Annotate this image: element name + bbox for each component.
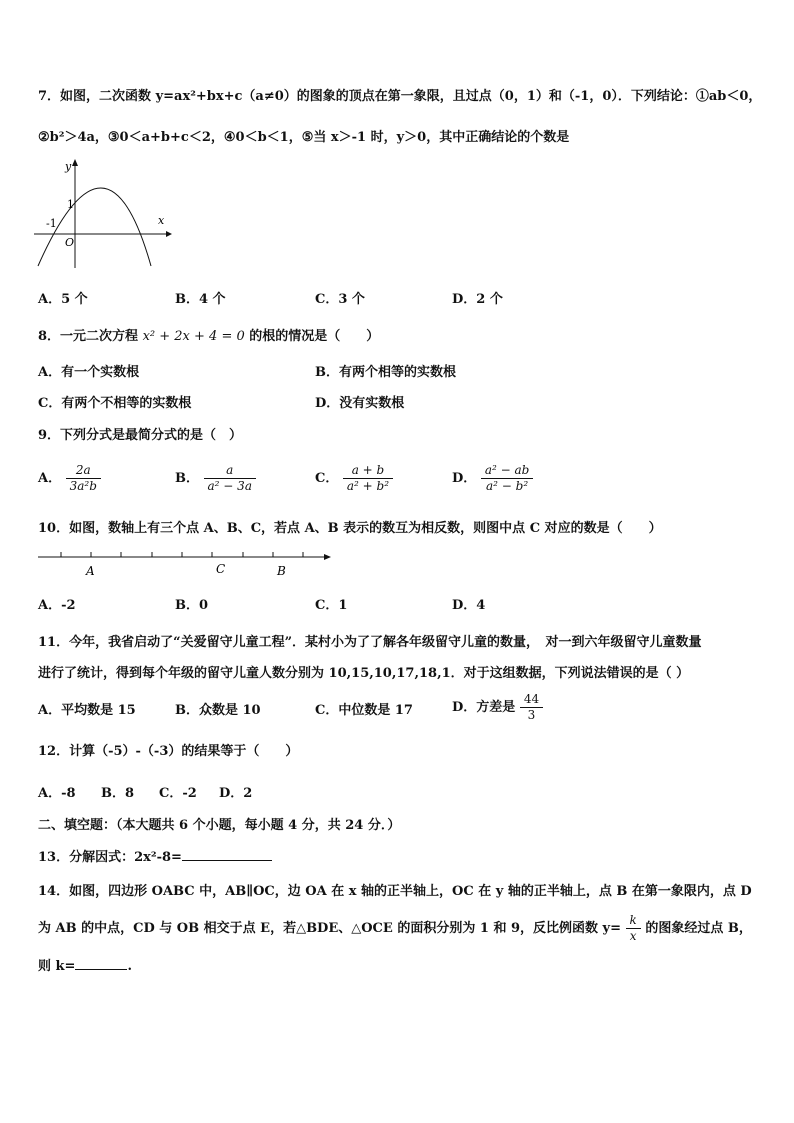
q10-ticks [61, 552, 303, 557]
q8-prefix: 8．一元二次方程 [38, 329, 139, 344]
q11-option-d-fraction [520, 692, 543, 723]
q8-option-b: B．有两个相等的实数根 [315, 365, 456, 380]
q11-option-b: B．众数是 10 [175, 703, 261, 718]
q14-stem-line3 [38, 957, 132, 976]
q12-stem: 12．计算（-5）-（-3）的结果等于（ ） [38, 744, 299, 759]
q10-option-d: D．4 [452, 598, 486, 613]
q12-option-a: A．-8 [38, 786, 76, 801]
q10-point-a-label: A [86, 564, 95, 578]
q9-option-b-denominator: a² − 3a [207, 479, 252, 493]
q10-option-c: C．1 [315, 598, 348, 613]
q13-text: 13．分解因式：2x²-8= [38, 850, 182, 865]
q11-option-c: C．中位数是 17 [315, 703, 413, 718]
q9-option-c-fraction [343, 463, 393, 494]
q9-option-d-letter: D． [452, 471, 477, 486]
q11-option-d-prefix: D．方差是 [452, 700, 516, 715]
q14-line2-prefix: 为 AB 的中点，CD 与 OB 相交于点 E，若△BDE、△OCE 的面积分别为 1 和 9，反比例函数 y= [38, 921, 621, 936]
q9-option-b-fraction [204, 463, 256, 494]
q9-option-a-denominator: 3a²b [69, 479, 97, 493]
section2-heading: 二、填空题：（本大题共 6 个小题，每小题 4 分，共 24 分．） [38, 818, 401, 833]
q10-axis-arrow [324, 554, 331, 560]
q11-option-a: A．平均数是 15 [38, 703, 136, 718]
q11-stem-line1: 11．今年，我省启动了“关爱留守儿童工程”．某村小为了了解各年级留守儿童的数量， 对一到六年级留守儿童数量 [38, 635, 702, 650]
q7-y-label: y [65, 160, 72, 173]
q7-x-arrow [166, 231, 172, 237]
q9-option-d-numerator: a² − ab [481, 463, 533, 479]
q12-option-c: C．-2 [159, 786, 197, 801]
q9-option-a-fraction [66, 463, 101, 494]
q10-point-c-label: C [216, 562, 226, 576]
q11-option-d-numerator: 44 [520, 692, 543, 708]
q14-line3-end: . [127, 959, 132, 974]
q9-option-a [38, 463, 101, 494]
q14-line3-text: 则 k= [38, 959, 76, 974]
q14-line2-suffix: 的图象经过点 B， [645, 921, 752, 936]
q9-option-c-denominator: a² + b² [346, 479, 390, 493]
q10-stem: 10．如图，数轴上有三个点 A、B、C，若点 A、B 表示的数互为相反数，则图中点 C 对应的数是（ ） [38, 521, 662, 536]
q7-origin-label: O [65, 236, 75, 249]
q7-stem-line2: ②b²＞4a，③0＜a+b+c＜2，④0＜b＜1，⑤当 x＞-1 时，y＞0，其中正确结论的个数是 [38, 130, 570, 145]
q14-fraction [626, 913, 641, 944]
q7-tick-1: 1 [67, 198, 74, 211]
q8-option-c: C．有两个不相等的实数根 [38, 396, 192, 411]
q9-option-c-letter: C． [315, 471, 339, 486]
q13-stem [38, 848, 272, 867]
q7-parabola-graph [34, 156, 174, 271]
q11-option-d [452, 692, 543, 723]
q8-stem [38, 328, 379, 346]
q14-answer-blank[interactable] [75, 957, 127, 970]
q14-stem-line1: 14．如图，四边形 OABC 中，AB∥OC，边 OA 在 x 轴的正半轴上，OC 在 y 轴的正半轴上，点 B 在第一象限内，点 D [38, 884, 752, 899]
q10-option-b: B．0 [175, 598, 209, 613]
q7-x-label: x [158, 214, 165, 227]
q7-stem-line1: 7．如图，二次函数 y=ax²+bx+c（a≠0）的图象的顶点在第一象限，且过点（0，1）和（-1，0）．下列结论：①ab＜0， [38, 89, 762, 104]
q7-tick-neg1: -1 [46, 217, 57, 230]
q8-suffix: 的根的情况是（ ） [249, 329, 380, 344]
q14-fraction-numerator: k [626, 913, 641, 929]
q14-fraction-denominator: x [629, 929, 637, 943]
q8-equation: x² + 2x + 4 = 0 [142, 329, 245, 344]
q14-stem-line2 [38, 913, 752, 944]
q11-stem-line2: 进行了统计，得到每个年级的留守儿童人数分别为 10,15,10,17,18,1．对于这组数据，下列说法错误的是（ ） [38, 666, 690, 681]
q8-option-d: D．没有实数根 [315, 396, 405, 411]
q7-option-b: B．4 个 [175, 292, 226, 307]
q9-option-d-fraction [481, 463, 533, 494]
q10-number-line [36, 546, 334, 580]
q12-option-b: B．8 [101, 786, 135, 801]
q10-point-b-label: B [277, 564, 286, 578]
q7-option-a: A．5 个 [38, 292, 88, 307]
q9-stem: 9．下列分式是最简分式的是（ ） [38, 428, 243, 443]
q13-answer-blank[interactable] [182, 848, 272, 861]
q9-option-b-numerator: a [204, 463, 256, 479]
q9-option-d-denominator: a² − b² [485, 479, 529, 493]
q9-option-a-letter: A． [38, 471, 62, 486]
q11-option-d-denominator: 3 [527, 708, 536, 722]
q9-option-c-numerator: a + b [343, 463, 393, 479]
q9-option-a-numerator: 2a [66, 463, 101, 479]
q7-y-arrow [72, 159, 78, 166]
q12-option-d: D．2 [219, 786, 253, 801]
q7-option-c: C．3 个 [315, 292, 365, 307]
q9-option-b-letter: B． [175, 471, 199, 486]
q10-option-a: A．-2 [38, 598, 76, 613]
q7-option-d: D．2 个 [452, 292, 503, 307]
q9-option-c [315, 463, 393, 494]
q8-option-a: A．有一个实数根 [38, 365, 140, 380]
q9-option-d [452, 463, 533, 494]
q9-option-b [175, 463, 256, 494]
